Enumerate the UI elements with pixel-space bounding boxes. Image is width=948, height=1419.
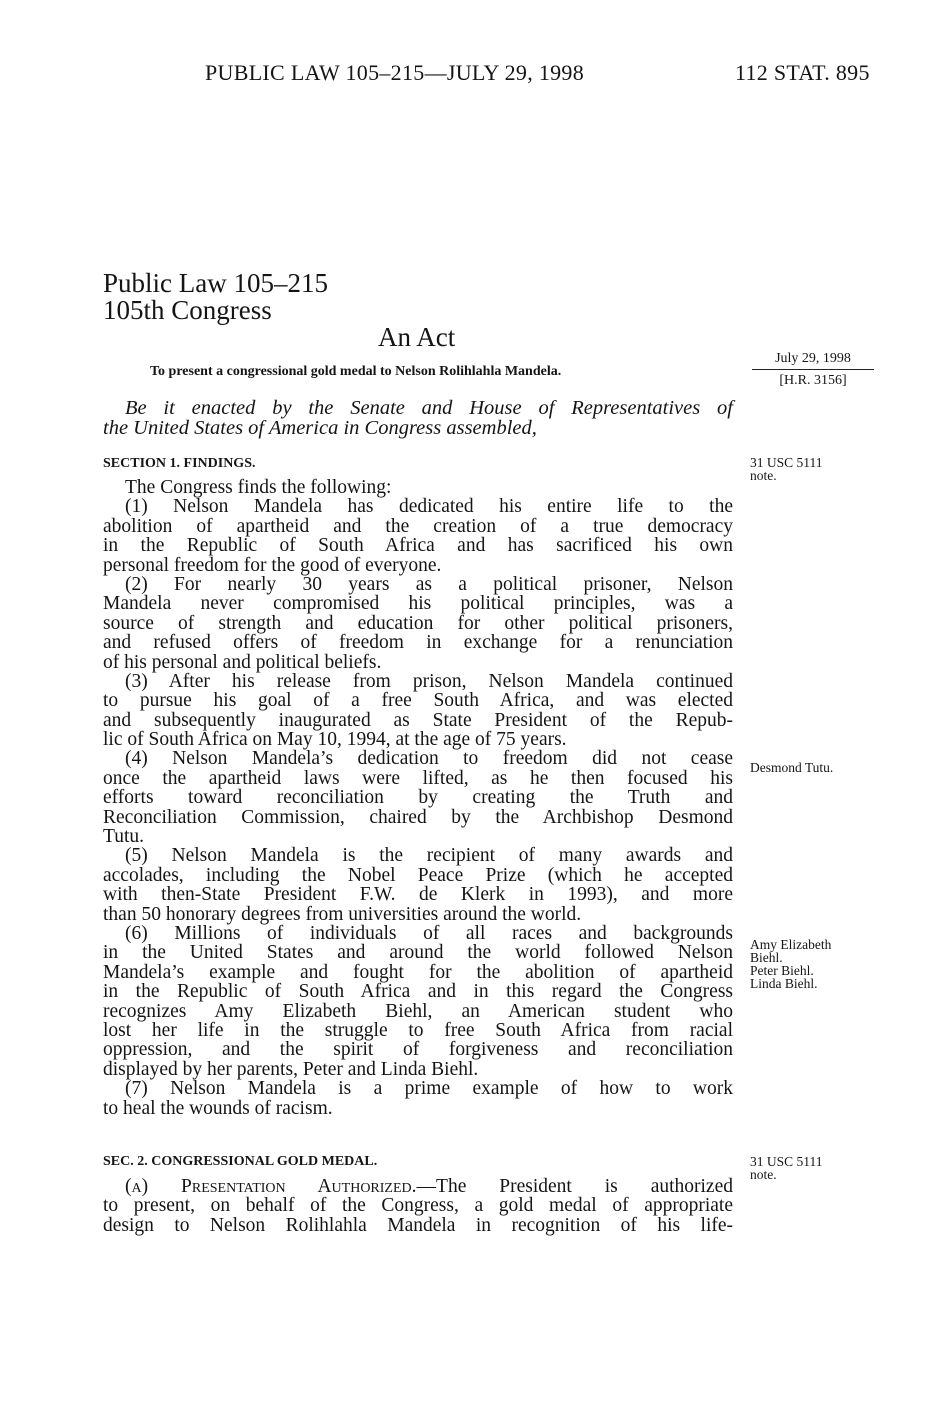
margin-citation-2: 31 USC 5111 note.: [750, 1154, 823, 1182]
paragraph-line: with then-State President F.W. de Klerk in 1993), and more: [103, 884, 733, 906]
enacting-line: Be it enacted by the Senate and House of Representatives of: [125, 397, 733, 419]
act-heading: An Act: [378, 322, 456, 352]
paragraph-line: (3) After his release from prison, Nelson Mandela continued: [125, 670, 733, 692]
paragraph-line: Reconciliation Commission, chaired by the Archbishop Desmond: [103, 806, 733, 828]
paragraph-line: lost her life in the struggle to free South Africa from racial: [103, 1019, 733, 1041]
section-2-line: design to Nelson Rolihlahla Mandela in recognition of his life-: [103, 1214, 733, 1236]
paragraph-line: in the United States and around the world followed Nelson: [103, 942, 733, 964]
paragraph-line: and refused offers of freedom in exchange for a renunciation: [103, 632, 733, 654]
section-1-body: [103, 478, 733, 1118]
paragraph-line: source of strength and education for other political prisoners,: [103, 612, 733, 634]
enacting-clause: [103, 398, 733, 438]
paragraph-line: personal freedom for the good of everyone.: [103, 554, 442, 576]
paragraph-line: lic of South Africa on May 10, 1994, at the age of 75 years.: [103, 729, 567, 751]
section-2-heading: SEC. 2. CONGRESSIONAL GOLD MEDAL.: [103, 1154, 378, 1169]
paragraph-line: oppression, and the spirit of forgiveness and reconciliation: [103, 1039, 733, 1061]
law-number: Public Law 105–215: [103, 268, 328, 298]
paragraph-line: once the apartheid laws were lifted, as he then focused his: [103, 767, 733, 789]
paragraph-line: in the Republic of South Africa and in this regard the Congress: [103, 981, 733, 1003]
enacting-line: the United States of America in Congress assembled,: [103, 417, 537, 439]
running-header-title: PUBLIC LAW 105–215—JULY 29, 1998: [205, 60, 585, 85]
act-title: To present a congressional gold medal to Nelson Rolihlahla Mandela.: [150, 364, 562, 379]
paragraph-line: The Congress finds the following:: [125, 477, 392, 498]
paragraph-line: abolition of apartheid and the creation of a true democracy: [103, 515, 733, 537]
margin-citation: 31 USC 5111 note.: [750, 455, 823, 483]
paragraph-line: recognizes Amy Elizabeth Biehl, an American student who: [103, 1000, 733, 1022]
paragraph-line: and subsequently inaugurated as State President of the Repub-: [103, 709, 733, 731]
congress: 105th Congress: [103, 295, 272, 325]
paragraph-line: Mandela’s example and fought for the abolition of apartheid: [103, 961, 733, 983]
paragraph-line: displayed by her parents, Peter and Linda Biehl.: [103, 1058, 479, 1080]
margin-biehl: Amy Elizabeth Biehl. Peter Biehl. Linda Biehl.: [750, 937, 832, 991]
section-2-body: [103, 1177, 733, 1235]
section-2-line: (a) Presentation Authorized.—The President is authorized: [125, 1176, 733, 1197]
paragraph-line: (6) Millions of individuals of all races and backgrounds: [125, 922, 733, 944]
subsection-label: (a) Presentation Authorized.: [125, 1176, 417, 1197]
paragraph-line: (4) Nelson Mandela’s dedication to freedom did not cease: [125, 748, 733, 770]
paragraph-line: Mandela never compromised his political principles, was a: [103, 593, 733, 615]
section-2-line: to present, on behalf of the Congress, a gold medal of appropriate: [103, 1195, 733, 1217]
paragraph-line: to heal the wounds of racism.: [103, 1097, 333, 1119]
paragraph-line: (1) Nelson Mandela has dedicated his entire life to the: [125, 496, 733, 518]
paragraph-line: accolades, including the Nobel Peace Prize (which he accepted: [103, 864, 733, 886]
paragraph-line: (5) Nelson Mandela is the recipient of many awards and: [125, 845, 733, 867]
paragraph-line: (7) Nelson Mandela is a prime example of how to work: [125, 1078, 733, 1100]
margin-bill: [H.R. 3156]: [779, 373, 847, 388]
paragraph-line: in the Republic of South Africa and has sacrificed his own: [103, 535, 733, 557]
paragraph-line: Tutu.: [103, 826, 145, 848]
paragraph-line: of his personal and political beliefs.: [103, 651, 382, 673]
paragraph-line: than 50 honorary degrees from universities around the world.: [103, 903, 582, 925]
section-1-heading: SECTION 1. FINDINGS.: [103, 456, 256, 471]
paragraph-line: (2) For nearly 30 years as a political prisoner, Nelson: [125, 573, 733, 595]
margin-tutu: Desmond Tutu.: [750, 760, 834, 775]
paragraph-line: efforts toward reconciliation by creating the Truth and: [103, 787, 733, 809]
paragraph-line: to pursue his goal of a free South Africa, and was elected: [103, 690, 733, 712]
margin-date: July 29, 1998: [752, 351, 874, 370]
running-header-page: 112 STAT. 895: [735, 60, 870, 85]
